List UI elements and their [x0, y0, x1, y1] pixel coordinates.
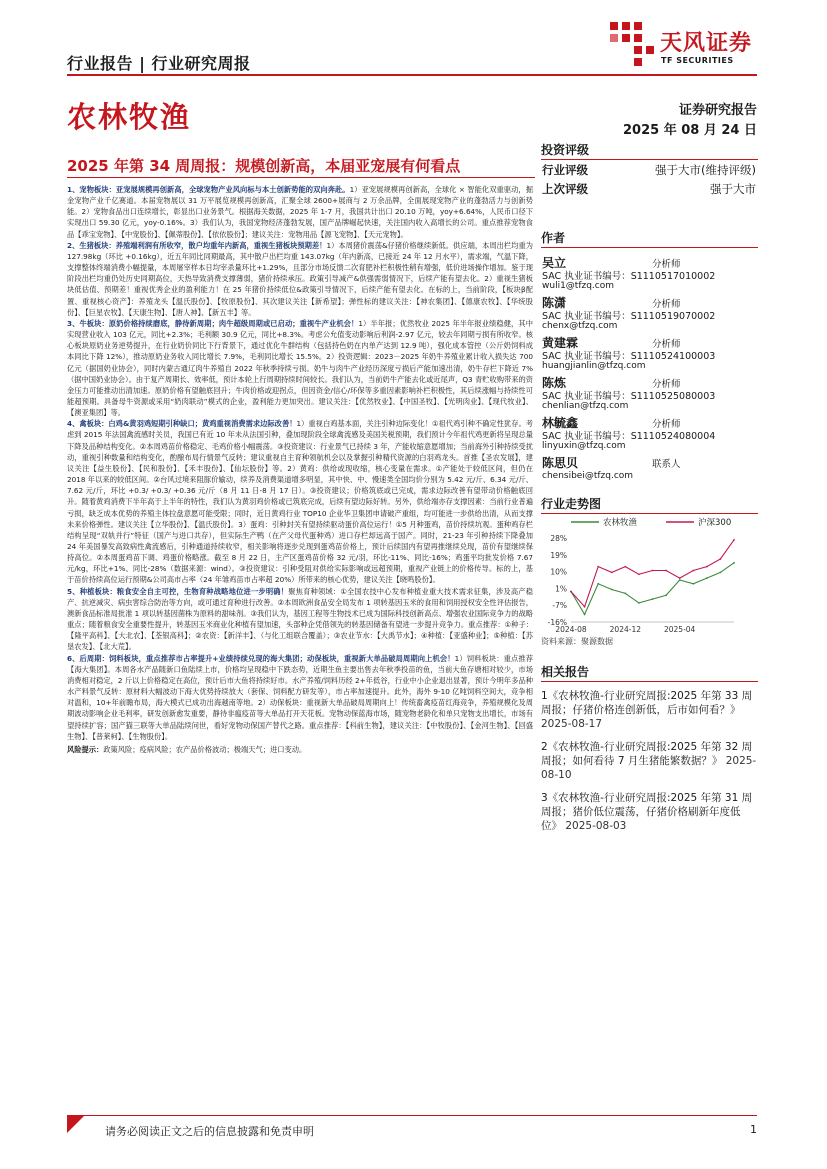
data-point: [638, 602, 640, 604]
data-point: [706, 566, 708, 568]
author-sac: SAC 执业证书编号：S1110525080003: [542, 391, 716, 402]
company-logo: [608, 20, 758, 72]
body-section-poultry: [67, 418, 533, 585]
y-tick-label: 19%: [550, 550, 567, 560]
section-text: 1）半年报；优然牧业 2025 年半年报业绩稳健，其中实现营业收入 103 亿元，同比+2.3%；毛利额 30.9 亿元，同比+8.3%。考虑公允值变动影响后利润-2.97 亿元，较去年同期亏损有所收窄。核心板块原奶业务逆势提升，在行业奶价同比下行背景下，通过优化牛群结构（包括持色奶在内单产达到 12.9 吨），强化成本管控（公斤奶饲料成本同比下降 12%），推动原奶业务收入同比增长 7.9%，毛利同比增长 15.5%。2）投资逻辑：2023－2025 年奶牛养殖业累计收入损失达 700 亿元（据国奶业协会），同时内蒙古通辽肉牛养殖自 2022 年秋季持续亏损。奶牛与肉牛产业经历深度亏损后产能加速出清，奶牛存栏下降近 7%（据中国奶业协会）。由于复产周期长、效率低，预计本轮上行周期持续时间较长。我们认为，当前奶牛产能去化或近尾声，Q3 青贮收购带来的资金压力可能推动出清加速。原奶价格有望触底回升；牛肉价格或迎拐点，但因资金/信心/环保等多重因素影响补栏积极性，其后续涨幅与持续性可能超预期。具备母牛资源或采用“奶肉联动”模式的企业，盈利能力更加突出。建议关注：【优然牧业】、【中国圣牧】、【光明肉业】、【现代牧业】、【澳亚集团】等。: [67, 318, 533, 418]
author-role: 分析师: [652, 339, 681, 350]
report-body: [67, 184, 533, 755]
author-email[interactable]: chenlian@tfzq.com: [542, 401, 629, 411]
y-tick-label: 1%: [555, 584, 567, 594]
prev-rating-row: [541, 179, 758, 198]
title-rule: [67, 177, 535, 178]
risk-label: 风险提示：: [67, 744, 104, 754]
footer-disclaimer: 请务必阅读正文之后的信息披露和免责申明: [105, 1125, 314, 1138]
data-point: [665, 594, 667, 596]
body-section-pets: [67, 184, 533, 240]
sidebar: [541, 140, 758, 842]
body-section-post-cycle: [67, 653, 533, 742]
series-line: [571, 540, 734, 607]
header-rule: [67, 74, 757, 76]
author-name: 黄建霖: [542, 336, 579, 350]
chart-source: 资料来源：聚源数据: [541, 637, 613, 646]
y-tick-label: 28%: [550, 534, 567, 543]
x-tick-label: 2024-12: [609, 625, 642, 634]
related-report-title[interactable]: 1《农林牧渔-行业研究周报:2025 年第 33 周周报；仔猪价格连创新低，后市如何看？》: [541, 690, 753, 716]
author-name: 陈思贝: [542, 456, 579, 470]
section-text: 1）重视白鸡基本面，关注引种边际变化！①祖代鸡引种不确定性犹存。考虑到 2015 年法国禽流感时关员，我国已有近 10 年未从法国引种，叠加现阶段全球禽流感及美国关税预期，我们预计今年祖代鸡更新将呈现总量下降及品种结构变化。②本周鸡苗价格稳定、毛鸡价格小幅震荡。③投资建议：行业景气已持续 3 年，产能收缩意愿增加；当前海外引种持续受扰动，重视引种数量和结构变化，酌酿布局行情景气反转；建议重视自主育种领航机会以及掌握引种精代资源的白羽鸡龙头。首推【圣农发展】，建议关注【益生股份】、【民和股份】、【禾丰股份】、【仙坛股份】等。2）黄鸡：供给或现收缩，核心变量在需求。①产能处于较低区间，但仍在 2018 年以来的较低区间。②台风过境来阻豚价输动，续养及消费渠道增多明显，其中快、中、慢速类全国均价分别为 5.42 元/斤、6.34 元/斤、7.62 元/斤，环比 +0.3/ +0.3/ +0.36 元/斤（8 月 11 日-8 月 17 日）。③投资建议；价格筑底或已完成，需求边际改善有望带动价格触底回升。随着黄鸡消费下半年高于上半年的特性，我们认为黄羽鸡价格或已筑底完成，后续有望边际好转。另外，供给端亦存支撑因素：当前行业普遍亏损，缺乏成本优势的养殖主体拉盘意愿可能受限；同时，近日黄鸡行业 TOP10 企业华卫集团申请破产重组，均可能进一步供给出清，从而支撑未来价格弹性。建议关注【立华股份】、【温氏股份】。3）蛋鸡：引种封关有望持续驱动蛋价高位运行！①5 月种蛋鸡，苗价持续坑观。蛋种鸡存栏结构呈现“双轨并行”特征（国产与进口共存），但实际生产鸭（在产父母代蛋种鸡）进口存栏却远高于国产。同时，21-23 年引种持续下降叠加 24 年美国暴发高致病性禽流感后，引种通道持续收窄，相关影响将逐步兑现到蛋鸡苗价格上，预计后续国内有望再推继续兑现，苗价有望继续保持高位。②本周蛋鸡苗下调、鸡蛋价格略涨。截至 8 月 22 日，主产区蛋鸡苗价格 32 元/羽，环比-11%、同比-16%；鸡蛋平均批发价格 7.67 元/kg，环比+1%、同比-28%（数据来源：wind）。③投资建议：引种受阻对供给实际影响或远超预期，重视产业链上的价格传导。标的上，基于苗价持续高位运行预期&公司高市占率（24 年雏鸡苗市占率超 20%）所带来的核心优势，建议关注【晓鸣股份】。: [67, 419, 533, 585]
related-reports: [541, 689, 758, 833]
author-role: 分析师: [652, 419, 681, 430]
author-role: 联系人: [652, 459, 681, 470]
author-email[interactable]: linyuxin@tfzq.com: [542, 441, 626, 451]
prev-rating-label: 上次评级: [542, 182, 588, 196]
data-point: [706, 577, 708, 579]
data-point: [611, 589, 613, 591]
author-sac: SAC 执业证书编号：S1110517010002: [542, 271, 716, 282]
author-name: 林毓鑫: [542, 416, 579, 430]
related-report-title[interactable]: 2《农林牧渔-行业研究周报:2025 年第 32 周周报；如何看待 7 月生猪能繁数据？》: [541, 741, 753, 767]
report-title: 2025 年第 34 周周报：规模创新高，本届亚宠展有何看点: [67, 157, 461, 175]
author-entry: [541, 334, 758, 374]
section-lead: 6、后周期：饲料板块，重点推荐市占率提升+业绩持续兑现的海大集团；动保板块，重视新大单品破局周期向上机会！: [67, 653, 455, 663]
data-point: [665, 570, 667, 572]
author-email[interactable]: chensibei@tfzq.com: [542, 471, 634, 481]
data-point: [584, 606, 586, 608]
x-tick-label: 2024-08: [555, 625, 587, 634]
related-report-date: 2025-08-10: [541, 755, 757, 781]
author-sac: SAC 执业证书编号：S1110524080004: [542, 431, 716, 442]
data-point: [679, 577, 681, 579]
data-point: [611, 572, 613, 574]
document-type: 证券研究报告: [678, 103, 757, 118]
body-section-cattle: [67, 318, 533, 418]
author-role: 分析师: [652, 299, 681, 310]
prev-rating-value: 强于大市: [710, 182, 756, 196]
risk-warning: [67, 744, 533, 755]
logo-english-name: TF SECURITIES: [661, 56, 734, 65]
data-point: [652, 570, 654, 572]
author-role: 分析师: [652, 259, 681, 270]
section-lead: 2、生猪板块：养殖端利润有所收窄，散户均重年内新高，重视生猪板块预期差！: [67, 240, 327, 250]
body-section-planting: [67, 586, 533, 653]
body-section-hogs: [67, 240, 533, 318]
data-point: [692, 583, 694, 585]
y-tick-label: -7%: [552, 601, 567, 611]
chart-section-title: 行业走势图: [541, 494, 758, 514]
section-text: 聚焦育种领域：①全国农技中心发布种植业重大技术需求征集，涉及高产稳产、抗逆减灾、病虫害综合防治等方向，或可通过育种进行改善。②本周欧洲食品安全局发布 1 项转基因玉米的食用和饲用授权安全性评估报告，澳新食品标准局批准 1 项以转基因菌株为原料的甜味剂。③我们认为，基因工程等生物技术已成为国际科技创新高点、增强农业国际竞争力的战略重点；随着粮食安全重要性提升，转基因玉米商业化种植有望加速，头部种企凭借领先的转基因储备有望进一步提升竞争力。重点推荐：①种子：【隆平高科】、【大北农】、【荃银高科】；②农资：【新洋丰】、（与化工组联合覆盖）；③农业节水：【大禹节水】；④种植：【亚盛种业】；⑤种植：【苏垦农发】、【北大荒】。: [67, 586, 533, 652]
footer-accent: [67, 1115, 85, 1133]
y-tick-label: 10%: [550, 567, 567, 577]
data-point: [733, 562, 735, 564]
section-lead: 3、牛板块：原奶价格持续磨底，静待新周期；肉牛超级周期或已启动；重视牛产业机会！: [67, 318, 359, 328]
data-point: [720, 558, 722, 560]
data-point: [692, 570, 694, 572]
industry-trend-chart: [541, 514, 758, 634]
industry-rating-label: 行业评级: [542, 163, 588, 177]
data-point: [652, 598, 654, 600]
author-entry: [541, 454, 758, 486]
author-role: 分析师: [652, 379, 681, 390]
data-point: [597, 566, 599, 568]
data-point: [733, 539, 735, 541]
section-lead: 5、种植板块：粮食安全自主可控，生物育种战略地位进一步明确！: [67, 586, 289, 596]
page-number: 1: [750, 1123, 757, 1136]
author-email[interactable]: chenx@tfzq.com: [542, 321, 618, 331]
footer-rule: [67, 1115, 757, 1116]
author-name: 吴立: [542, 256, 567, 270]
data-point: [584, 614, 586, 616]
risk-text: 政策风险；疫病风险；农产品价格波动；极端天气；进口变动。: [103, 744, 307, 754]
author-name: 陈炼: [542, 376, 567, 390]
x-tick-label: 2025-04: [663, 625, 696, 634]
section-lead: 1、宠物板块：亚宠展规模再创新高，全球宠物产业风向标与本土创新势能的双向奔赴。: [67, 185, 350, 194]
author-email[interactable]: huangjianlin@tfzq.com: [542, 361, 646, 371]
author-email[interactable]: wuli1@tfzq.com: [542, 281, 615, 291]
author-entry: [541, 414, 758, 454]
data-point: [597, 583, 599, 585]
legend-label: 沪深300: [698, 518, 732, 528]
data-point: [624, 593, 626, 595]
data-point: [624, 566, 626, 568]
related-report-item[interactable]: [541, 791, 758, 833]
author-entry: [541, 254, 758, 294]
related-section-title: 相关报告: [541, 662, 758, 682]
author-sac: SAC 执业证书编号：S1110519070002: [542, 311, 716, 322]
section-text: 1）本周猪价震荡&仔猪价格继续新低。供应端，本周出栏均重为 127.98kg（环比 +0.16kg），近五年同比同期最高，其中散户出栏均重 143.07kg（年内新高，已接近 24 年 12 月水平），需求端，气温下降，支撑整体终端消费小幅提量，本周屠宰样本日均宰杀量环比+1.29%，且部分市场反馈二次育肥补栏积极性稍有增强，低价进场操作增加。鉴于现阶段出栏均重仍处历史同期高位，天热导致消费支撑薄弱，猪价持续承压。政策引导减产&供强需弱情况下，后续产能有望去化。2）重视生猪板块低估值、预期差！重视优秀企业的盈利能力！在 25 年猪价持续低位&政策引导情况下，后续产能有望去化。在标的上，当前阶段，【板块β配置、重视核心资产】：养殖龙头【温氏股份】、【牧原股份】、其次建议关注【新希望】；弹性标的建议关注：【神农集团】、【德康农牧】、【华统股份】、【巨星农牧】、【天康生物】、【唐人神】、【新五丰】等。: [67, 240, 533, 317]
legend-label: 农林牧渔: [603, 518, 638, 528]
industry-name: 农林牧渔: [67, 100, 192, 134]
related-report-date: 2025-08-17: [541, 718, 603, 730]
section-lead: 4、禽板块：白鸡&黄羽鸡短期引种缺口；黄鸡重视消费需求边际改善！: [67, 419, 297, 429]
data-point: [570, 591, 572, 593]
data-point: [638, 573, 640, 575]
related-report-title[interactable]: 3《农林牧渔-行业研究周报:2025 年第 31 周周报；猪价低位震荡，仔猪价格刷新年度低位》: [541, 792, 753, 832]
report-category: 行业报告 | 行业研究周报: [67, 54, 251, 73]
y-tick-label: -16%: [547, 618, 567, 627]
authors-section-title: 作者: [541, 228, 758, 248]
related-report-item[interactable]: [541, 740, 758, 782]
author-name: 陈潇: [542, 296, 567, 310]
related-report-date: 2025-08-03: [565, 820, 627, 832]
trend-chart-svg: [541, 514, 758, 634]
author-entry: [541, 294, 758, 334]
section-text: 1）亚宠展规模再创新高，全球化 × 智能化双重驱动，掘金宠物产业千亿赛道。本届宠物展以 31 万平展览规模再创新高，汇聚全球 2600+展商与 2 万余品牌，全面展现宠物产业的蓬勃活力与创新势能。2）宠物食品出口连续增长，彰显出口业务景气。根据海关数据，2025 年 1-7 月，我国共计出口 20.10 万吨，yoy+6.64%，人民币口径下实现出口 59.30 亿元，yoy-0.16%。3）我们认为，我国宠物经济蓬勃发展，国产品牌崛起快速，关注国内收入高增长的公司。重点推荐宠物食品【乖宝宠物】、【中宠股份】、【佩蒂股份】、【依依股份】；建议关注：宠物用品【源飞宠物】、【天元宠物】。: [67, 185, 533, 239]
report-date: 2025 年 08 月 24 日: [623, 123, 757, 138]
author-entry: [541, 374, 758, 414]
industry-rating-row: [541, 160, 758, 179]
data-point: [679, 579, 681, 581]
data-point: [720, 572, 722, 574]
logo-name: 天风证券: [660, 31, 753, 56]
industry-rating-value: 强于大市(维持评级): [655, 163, 756, 177]
section-text: 1）饲料板块：重点推荐【海大集团】。本周各水产品随新口鱼陆续上市，价格均呈现稳中下跌态势，近期生鱼主要出售去年秋季投苗的鱼，当前大鱼存塘相对较少，市场消费相对稳定，2 斤以上价格稳定在高位，预计后市大鱼将持续好市。水产养殖/饲料历经 2+年低谷，行业中小企业退出显著，预计今明年多品种水产料景气反转：原材料大幅波动下海大优势持续放大（套保、饲料配方研发等），市占率加速提升。此外，海外 9-10 亿吨饲料空间大，竞争相对温和，10+年前瞻布局，海大模式已成功出海越南等地。2）动保板块：重视新大单品破局周期向上！传统畜禽疫苗红海竞争，养殖规模化及周期波动影响企业毛利率，研发创新愈发重要，静待非瘟疫苗等大单品打开天花板。宠物动保蓝海市场，随宠物老龄化和单只宠物支出增长，市场有望持续扩容；国产猫三联等大单品陆续问世，看好宠物动保国产替代之路。重点推荐：【科前生物】，建议关注：【中牧股份】、【金河生物】、【回盛生物】、【普莱柯】、【生物股份】。: [67, 653, 533, 741]
author-sac: SAC 执业证书编号：S1110524100003: [542, 351, 716, 362]
rating-section-title: 投资评级: [541, 140, 758, 160]
related-report-item[interactable]: [541, 689, 758, 731]
logo-mark-icon: [608, 20, 654, 66]
